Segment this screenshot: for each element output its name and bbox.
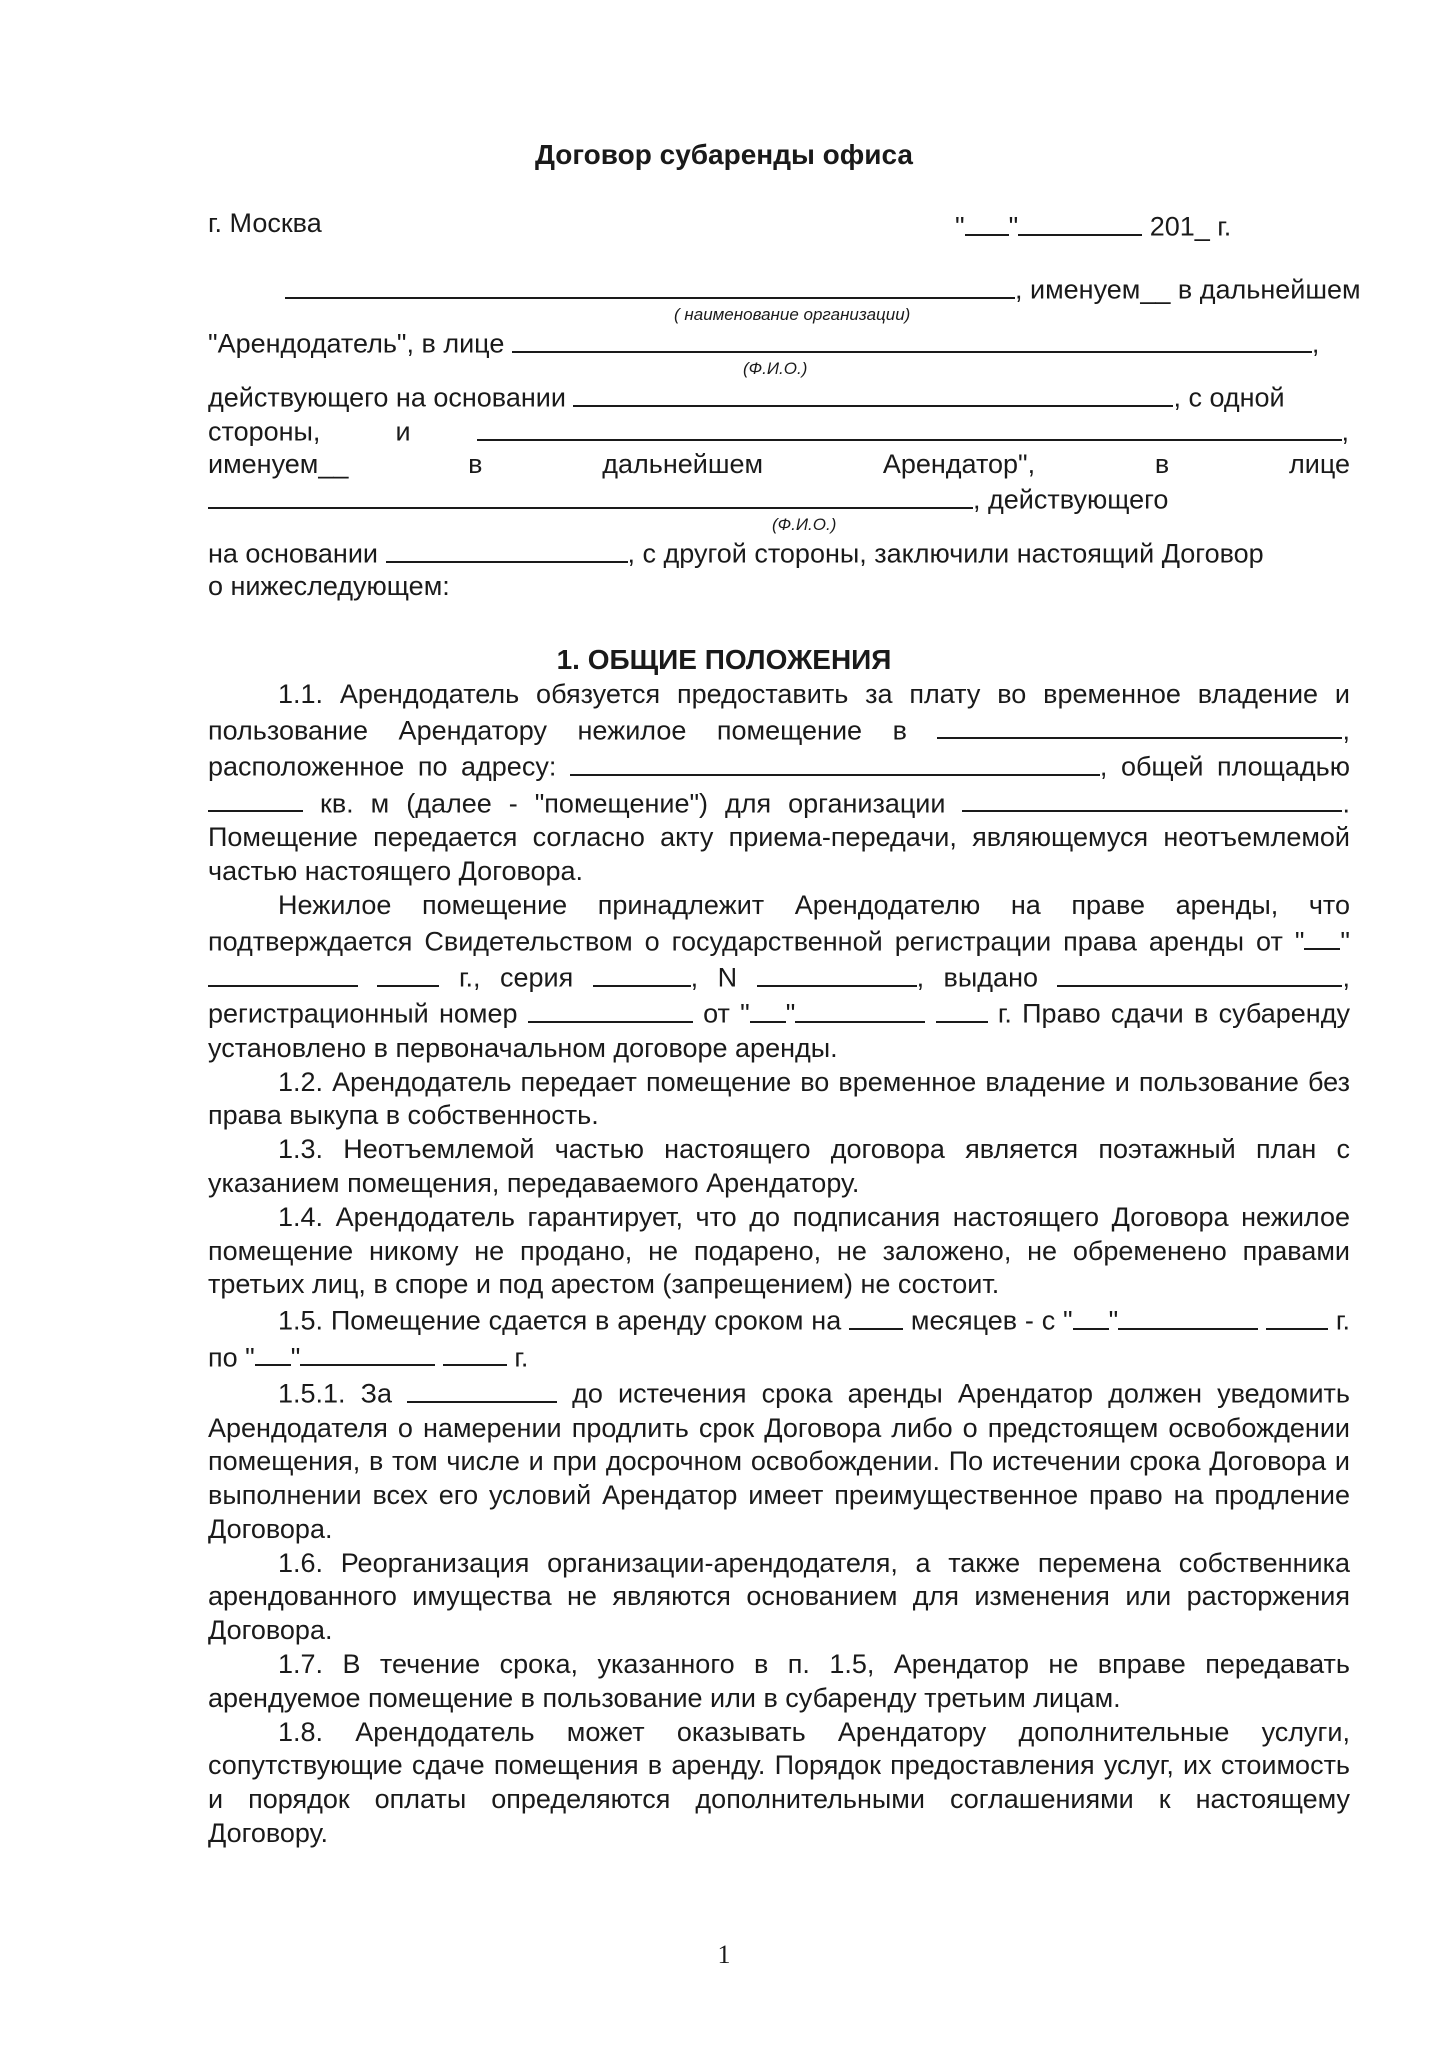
clause-1-3: 1.3. Неотъемлемой частью настоящего договора является поэтажный план с указанием помещения, передаваемого Арендатору. [208,1134,1350,1198]
blank-issued-by [1057,959,1342,987]
blank-series [593,959,691,987]
preamble-line-5: именуем__ в дальнейшем Арендатор", в лице [208,449,1350,479]
blank-landlord-fio [512,325,1312,353]
clause-ownership: Нежилое помещение принадлежит Арендодателю на праве аренды, что подтверждается Свидетельством о государственной регистрации права аренды от " " г., серия , N , выдано , регистрационный номер от " " г. Право сдачи в субаренду установлено в первоначальном договоре аренды. [208,889,1350,1063]
date-line: " " 201_ г. [955,208,1231,243]
blank-address [570,748,1100,776]
blank-month [1018,208,1142,236]
preamble [208,271,1361,603]
blank-reg-number [528,995,693,1023]
clause-1-7: 1.7. В течение срока, указанного в п. 1.5, Арендатор не вправе передавать арендуемое помещение в пользование или в субаренду третьим лицам. [208,1649,1350,1713]
blank-building [937,712,1342,740]
blank-organization [285,271,1015,299]
preamble-line-2: "Арендодатель", в лице , [208,325,1350,359]
clause-1-1: 1.1. Арендодатель обязуется предоставить за плату во временное владение и пользование Арендатору нежилое помещение в , расположенное по адресу: , общей площадью кв. м (далее - "помещение") для организации . Помещение передается согласно акту приема-передачи, являющемуся неотъемлемой частью настоящего Договора. [208,679,1350,886]
clause-1-6: 1.6. Реорганизация организации-арендодателя, а также перемена собственника арендованного имущества не являются основанием для изменения или расторжения Договора. [208,1547,1350,1646]
blank-tenant-fio [208,481,973,509]
document-title: Договор субаренды офиса [535,139,913,170]
preamble-line-3: действующего на основании , с одной [208,379,1350,413]
blank-number [757,959,917,987]
preamble-line-6: , действующего [208,481,1350,515]
blank-months [849,1302,903,1330]
preamble-line-1: , именуем__ в дальнейшем [208,271,1350,305]
section-1-title: 1. ОБЩИЕ ПОЛОЖЕНИЯ [556,644,892,675]
city-label: г. Москва [208,208,322,238]
page-number: 1 [717,1940,731,1969]
clause-1-4: 1.4. Арендодатель гарантирует, что до подписания настоящего Договора нежилое помещение никому не продано, не подарено, не заложено, не обременено правами третьих лиц, в споре и под арестом (запрещением) не состоит. [208,1201,1350,1300]
hint-fio-tenant: (Ф.И.О.) [772,515,837,534]
blank-notice-period [407,1375,557,1403]
hint-fio-landlord: (Ф.И.О.) [743,359,808,378]
blank-area [208,785,303,813]
clause-1-5-1: 1.5.1. За до истечения срока аренды Арендатор должен уведомить Арендодателя о намерении продлить срок Договора либо о предстоящем освобождении помещения, в том числе и при досрочном освобождении. По истечении срока Договора и выполнении всех его условий Арендатор имеет преимущественное право на продление Договора. [208,1375,1350,1547]
preamble-line-8: о нижеследующем: [208,571,450,601]
blank-landlord-basis [573,379,1173,407]
blank-tenant-basis [386,535,628,563]
blank-day [965,208,1009,236]
hint-organization: ( наименование организации) [674,305,911,324]
clause-1-8: 1.8. Арендодатель может оказывать Арендатору дополнительные услуги, сопутствующие сдаче помещения в аренду. Порядок предоставления услуг, их стоимость и порядок оплаты определяются дополнительными соглашениями к настоящему Договору. [208,1716,1350,1849]
preamble-line-7: на основании , с другой стороны, заключили настоящий Договор [208,535,1350,569]
section-1-body [208,678,1350,1851]
clause-1-2: 1.2. Арендодатель передает помещение во временное владение и пользование без права выкупа в собственность. [208,1066,1350,1131]
clause-1-5: 1.5. Помещение сдается в аренду сроком на месяцев - с " " г. по " " г. [208,1302,1350,1375]
preamble-line-4: стороны, и , [208,413,1350,447]
blank-tenant-organization [477,413,1342,441]
blank-organization-purpose [962,785,1342,813]
